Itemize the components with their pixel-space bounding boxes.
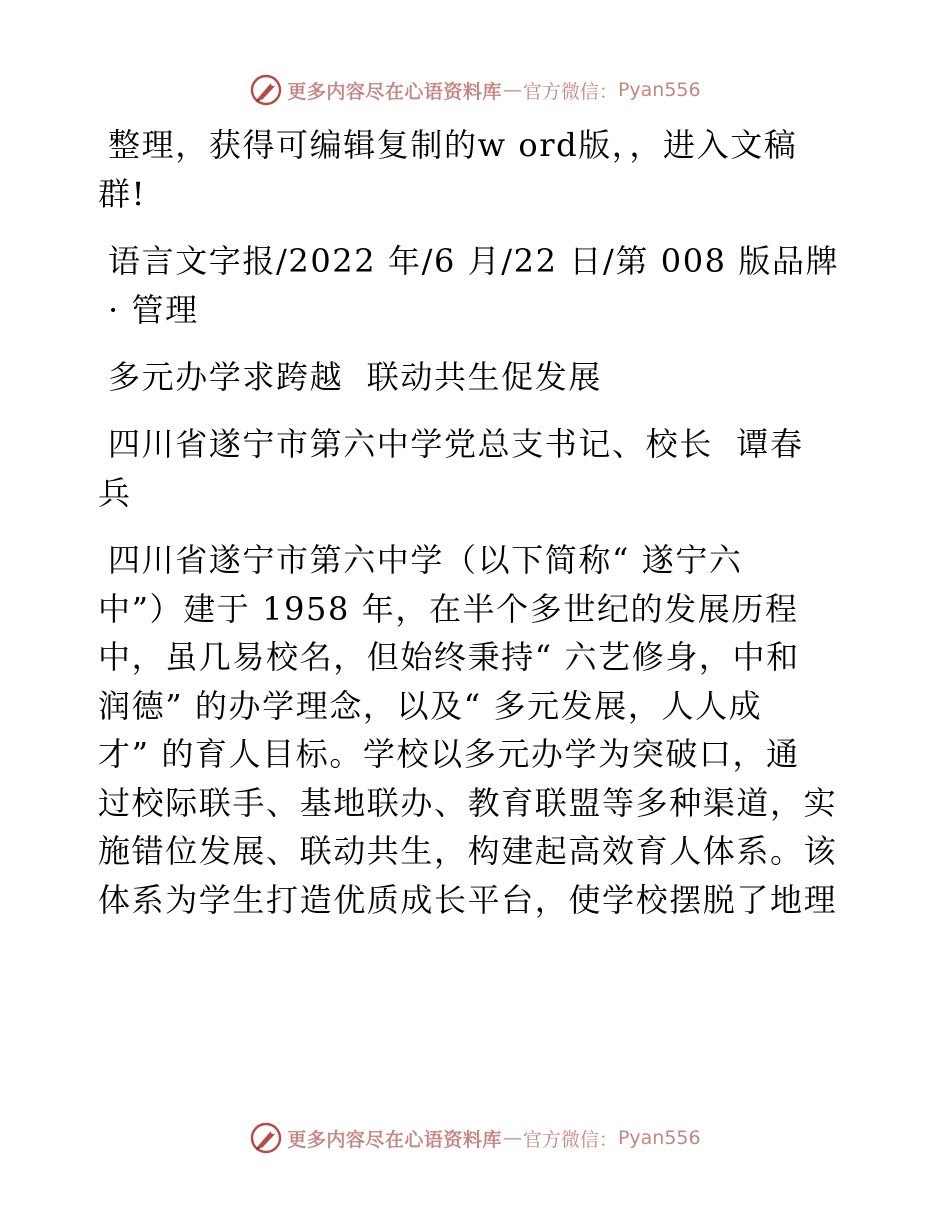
brand-contact-label: 官方微信： [522,80,618,103]
text-line: 才” 的育人目标。学校以多元办学为突破口，通 [98,735,800,773]
paragraph-intro [98,121,858,219]
brand-text: 更多内容尽在心语资料库 [287,1128,502,1151]
footer-watermark [0,1118,950,1158]
text-line: 多元办学求跨越 联动共生促发展 [108,358,602,396]
brand-text: 更多内容尽在心语资料库 [287,80,502,103]
text-line: · 管理 [108,291,199,329]
text-line: 过校际联手、基地联办、教育联盟等多种渠道，实 [98,783,838,822]
text-line: 中”）建于 1958 年，在半个多世纪的发展历程 [98,589,799,628]
text-line: 兵 [98,474,132,512]
text-line: 四川省遂宁市第六中学党总支书记、校长 谭春 [108,425,804,463]
text-line: 整理，获得可编辑复制的w ord版，，进入文稿 [108,126,798,164]
brand-contact-label: 官方微信： [522,1128,618,1151]
brand-dash: — [502,1127,522,1149]
brand-contact-handle: Pyan556 [617,1127,701,1149]
article-paragraph [98,536,858,924]
pen-logo-icon [249,73,283,107]
text-line: 施错位发展、联动共生，构建起高效育人体系。该 [98,832,838,870]
pen-logo-icon [249,1121,283,1155]
text-line: 润德” 的办学理念，以及“ 多元发展，人人成 [98,686,763,725]
article-author [98,420,858,518]
document-body [98,121,858,942]
brand-dash: — [502,79,522,101]
text-line: 四川省遂宁市第六中学（以下简称“ 遂宁六 [108,541,743,579]
brand-contact-handle: Pyan556 [617,79,701,101]
text-line: 语言文字报/2022 年/6 月/22 日/第 008 版品牌 [108,242,840,280]
text-line: 群! [98,175,147,213]
paragraph-source [98,237,858,335]
header-watermark [0,70,950,110]
text-line: 中，虽几易校名，但始终秉持“ 六艺修身，中和 [98,638,800,676]
text-line: 体系为学生打造优质成长平台，使学校摆脱了地理 [98,880,838,919]
article-title [98,353,858,402]
